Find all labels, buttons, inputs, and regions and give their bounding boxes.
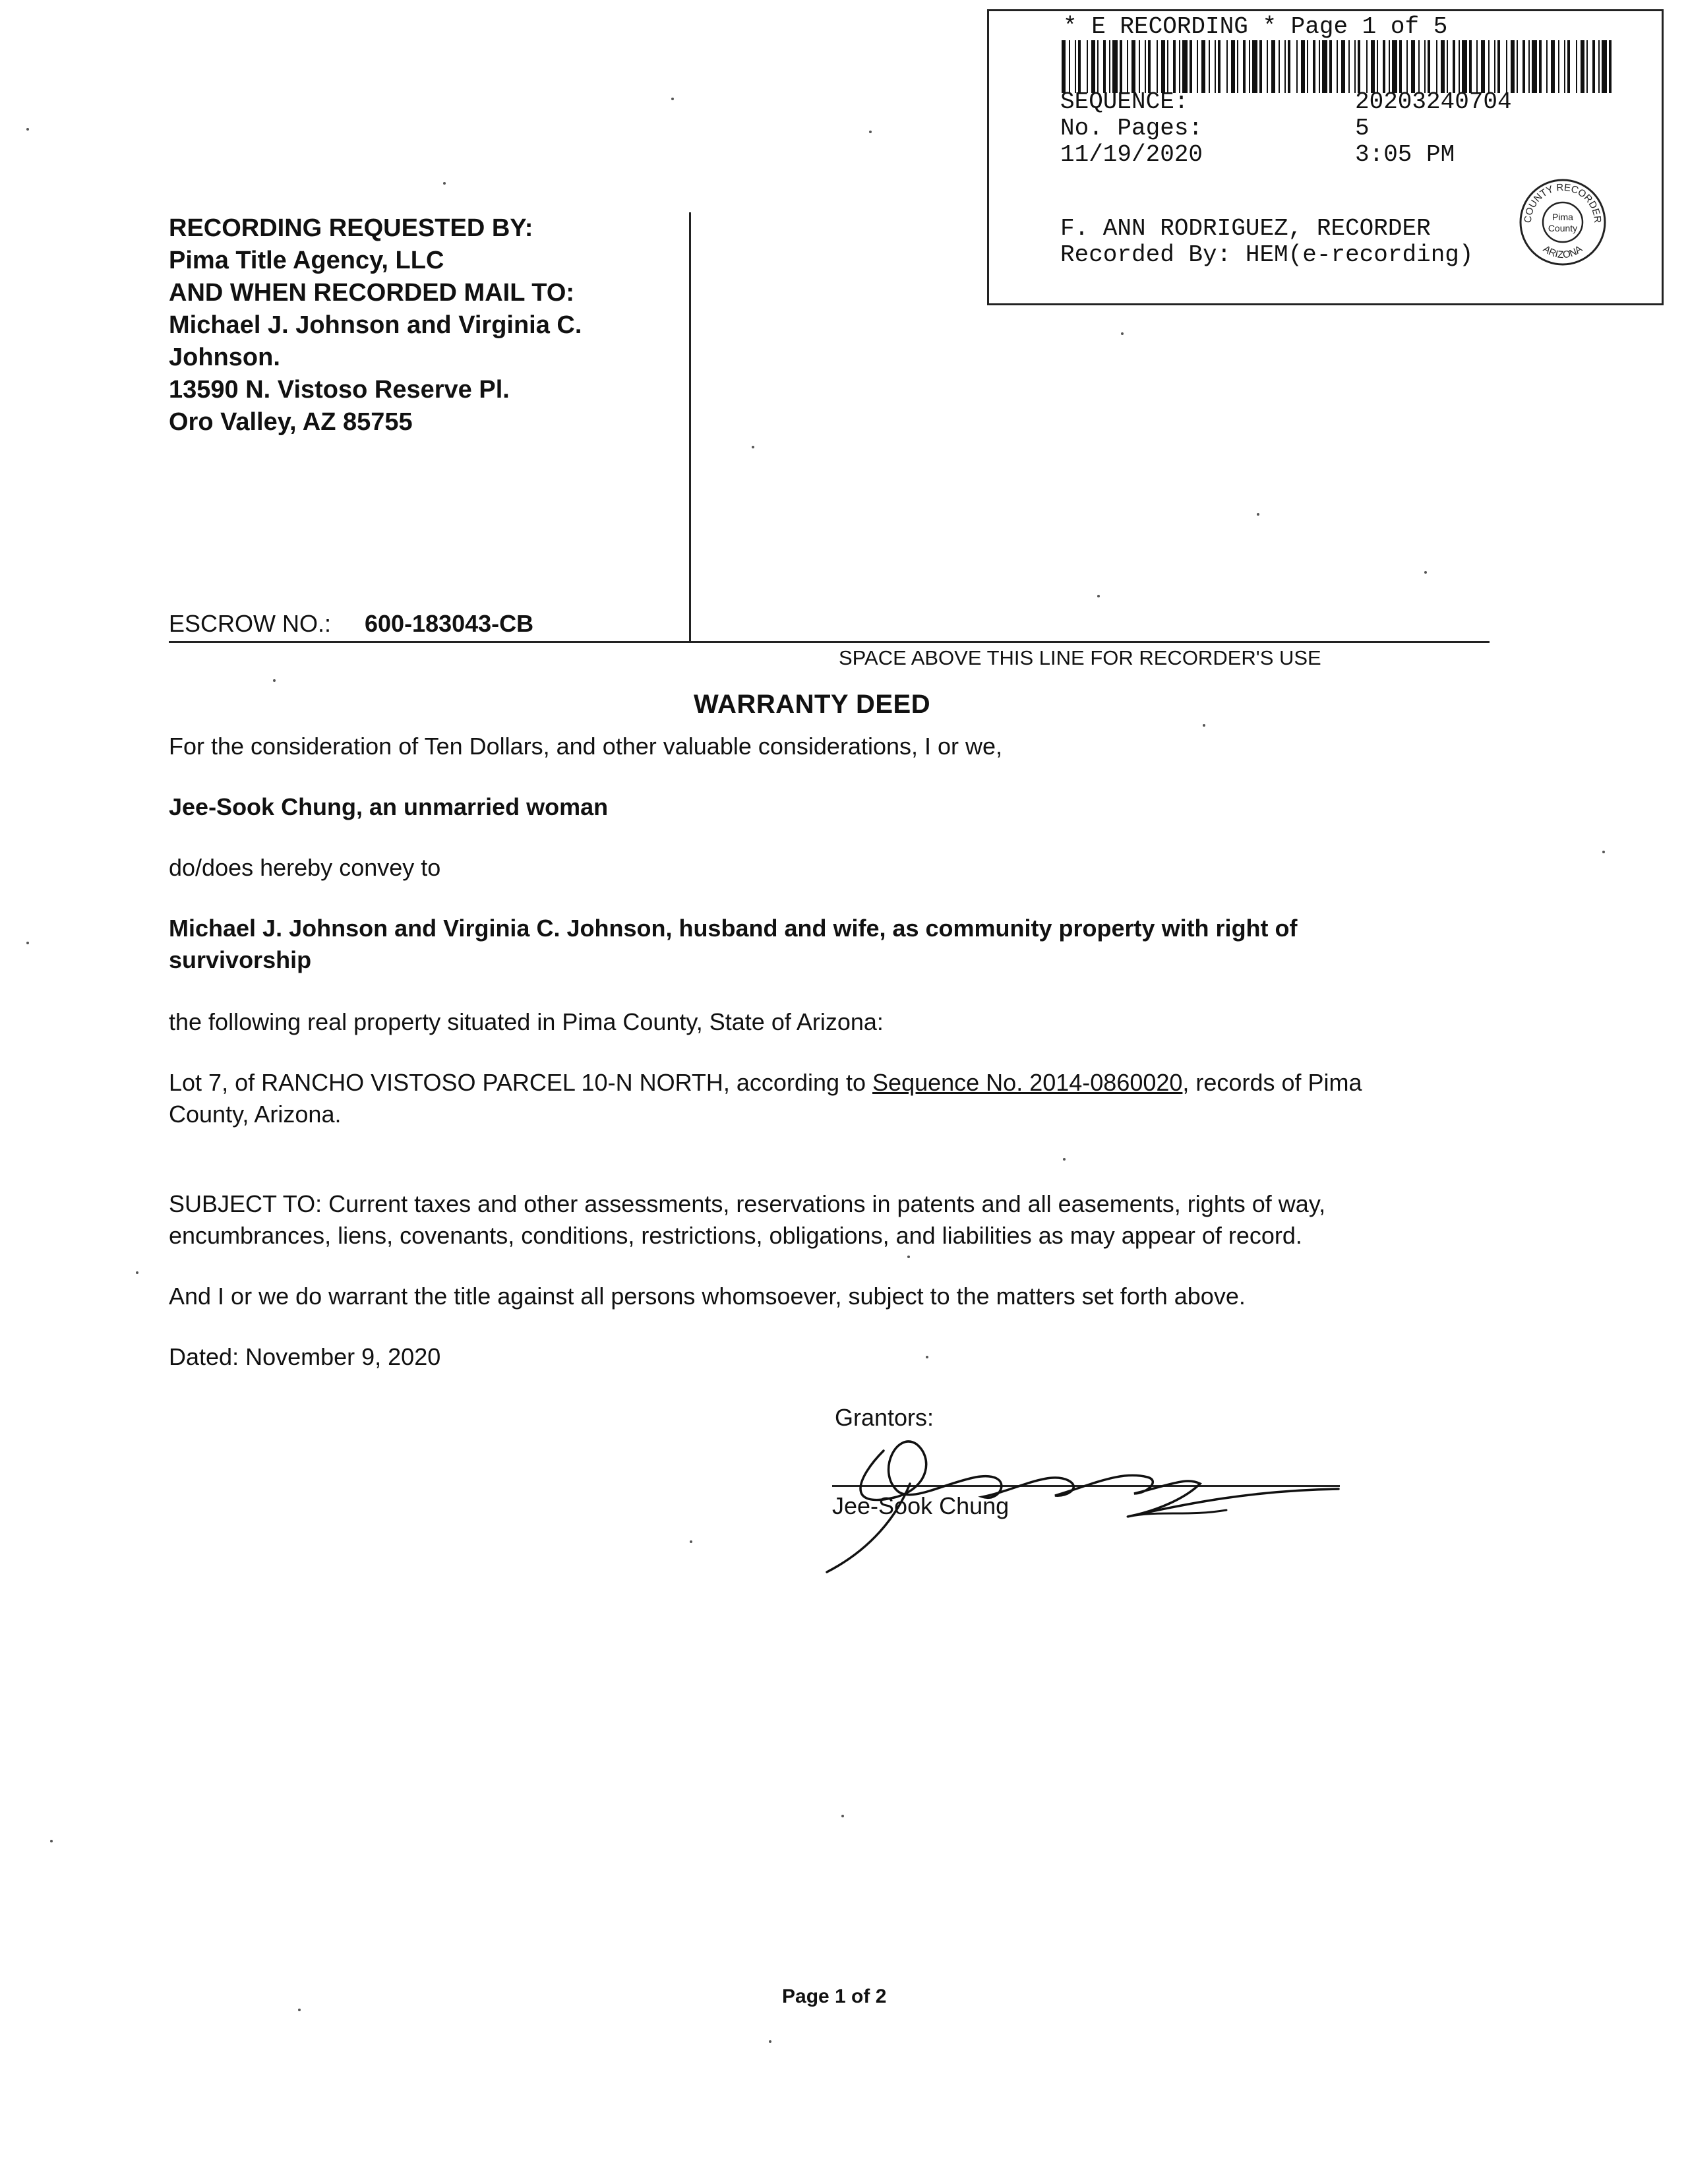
scan-speck (1602, 851, 1605, 853)
scan-speck (443, 182, 446, 185)
escrow-number: 600-183043-CB (365, 610, 534, 637)
grantee-line-2: survivorship (169, 946, 312, 973)
requested-by-label: RECORDING REQUESTED BY: (169, 214, 533, 242)
subject-to-line-2: encumbrances, liens, covenants, conditions, restrictions, obligations, and liabilities as may appear of record. (169, 1222, 1302, 1249)
consideration-text: For the consideration of Ten Dollars, and other valuable considerations, I or we, (169, 733, 1003, 760)
scan-speck (752, 446, 754, 448)
address-line-1: 13590 N. Vistoso Reserve Pl. (169, 376, 510, 404)
grantee-line-1: Michael J. Johnson and Virginia C. Johnson, husband and wife, as community property with right of (169, 915, 1298, 942)
recorder-use-rule (169, 641, 1490, 643)
scan-speck (273, 679, 276, 682)
requested-by: Pima Title Agency, LLC (169, 247, 444, 274)
legal-pre: Lot 7, of RANCHO VISTOSO PARCEL 10-N NORTH, according to (169, 1069, 873, 1096)
deed-title: WARRANTY DEED (694, 690, 931, 719)
scan-speck (869, 131, 872, 133)
pages-value: 5 (1355, 115, 1370, 142)
mail-to-name-1: Michael J. Johnson and Virginia C. (169, 311, 582, 339)
page-number: Page 1 of 2 (782, 1986, 887, 2007)
scan-speck (907, 1256, 910, 1258)
scan-speck (769, 2040, 771, 2043)
scan-speck (690, 1540, 692, 1543)
county-seal-icon (1517, 176, 1609, 268)
sequence-value: 20203240704 (1355, 88, 1512, 115)
scan-speck (1063, 1158, 1066, 1161)
stamp-header: * E RECORDING * Page 1 of 5 (1063, 13, 1448, 40)
scan-speck (1257, 513, 1259, 516)
scan-speck (926, 1356, 928, 1358)
mail-to-name-2: Johnson. (169, 344, 280, 371)
recorder-name: F. ANN RODRIGUEZ, RECORDER (1060, 215, 1431, 242)
scan-speck (841, 1815, 844, 1817)
grantors-label: Grantors: (835, 1404, 934, 1431)
signer-name: Jee-Sook Chung (832, 1492, 1010, 1519)
svg-text:COUNTY RECORDER: COUNTY RECORDER (1522, 181, 1604, 224)
scan-speck (50, 1840, 53, 1842)
scan-speck (26, 128, 29, 131)
address-line-2: Oro Valley, AZ 85755 (169, 408, 413, 436)
scan-speck (671, 98, 674, 100)
svg-text:Pima: Pima (1552, 212, 1573, 222)
scan-speck (26, 942, 29, 944)
warranty-clause: And I or we do warrant the title against all persons whomsoever, subject to the matters set forth above. (169, 1283, 1246, 1310)
recorded-by: Recorded By: HEM(e-recording) (1060, 241, 1474, 268)
recording-divider (689, 212, 691, 642)
svg-text:County: County (1548, 223, 1578, 233)
recorder-stamp (987, 9, 1664, 305)
barcode-icon (1062, 40, 1615, 93)
record-date: 11/19/2020 (1060, 141, 1203, 168)
grantor-name: Jee-Sook Chung, an unmarried woman (169, 793, 609, 820)
sequence-reference-link[interactable]: Sequence No. 2014-0860020 (872, 1069, 1183, 1096)
sequence-label: SEQUENCE: (1060, 88, 1189, 115)
signature-icon (818, 1418, 1365, 1576)
svg-text:ARIZONA: ARIZONA (1540, 243, 1585, 261)
dated-line: Dated: November 9, 2020 (169, 1343, 441, 1370)
legal-description-line-2: County, Arizona. (169, 1101, 342, 1128)
mail-to-label: AND WHEN RECORDED MAIL TO: (169, 279, 575, 307)
record-time: 3:05 PM (1355, 141, 1455, 168)
legal-post: , records of Pima (1182, 1069, 1362, 1096)
escrow-label: ESCROW NO.: (169, 610, 332, 637)
subject-to-line-1: SUBJECT TO: Current taxes and other assessments, reservations in patents and all easements, rights of way, (169, 1190, 1326, 1217)
convey-text: do/does hereby convey to (169, 854, 441, 881)
scan-speck (136, 1271, 138, 1274)
scan-speck (298, 2009, 301, 2011)
legal-description-line-1 (169, 1067, 1362, 1099)
scan-speck (1203, 724, 1205, 727)
property-intro: the following real property situated in Pima County, State of Arizona: (169, 1008, 884, 1035)
scan-speck (1121, 332, 1124, 335)
scan-speck (1424, 571, 1427, 574)
recorder-use-note: SPACE ABOVE THIS LINE FOR RECORDER'S USE (839, 646, 1321, 669)
scan-speck (1097, 595, 1100, 597)
pages-label: No. Pages: (1060, 115, 1203, 142)
